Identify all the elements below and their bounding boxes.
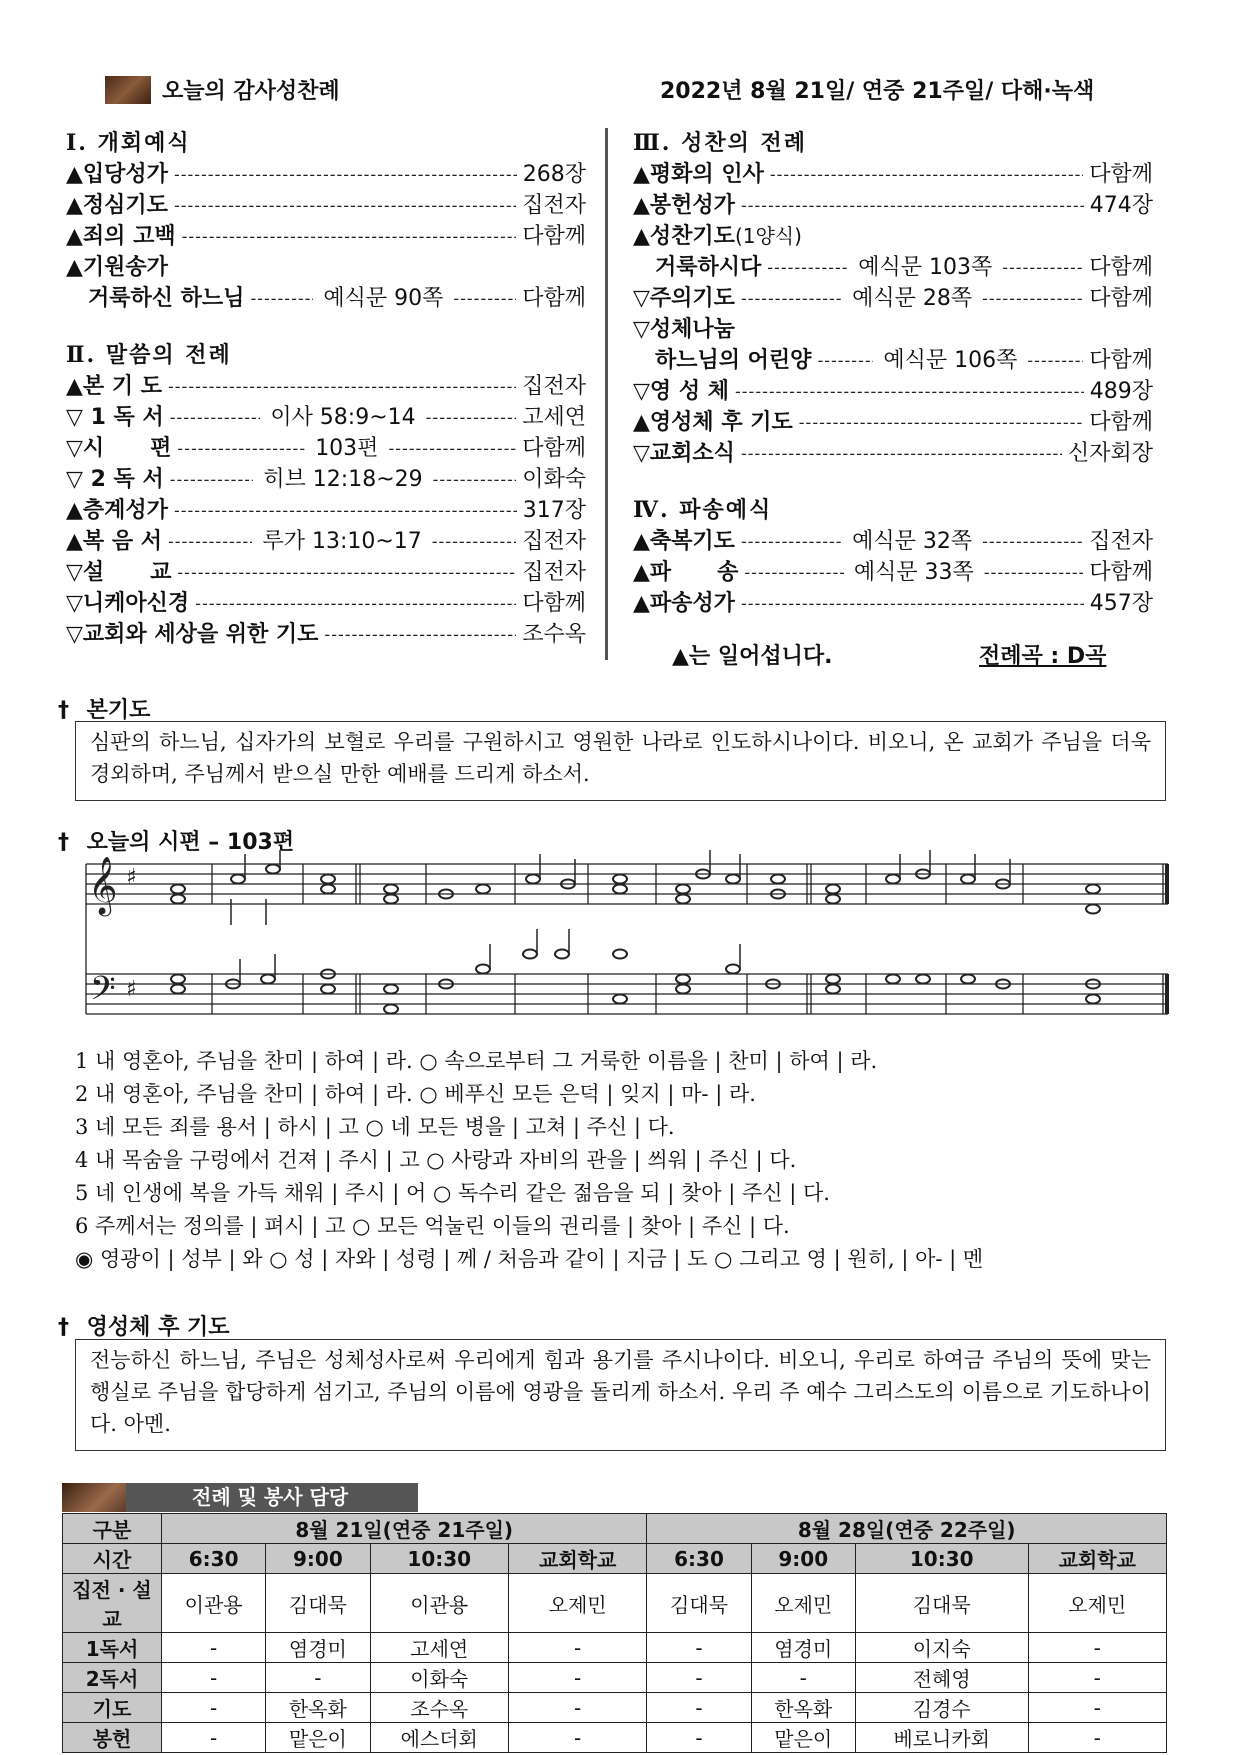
duty-cell: 염경미 [751,1633,855,1663]
order-item-label: 봉헌성가 [649,193,735,218]
psalm-verse: 2 내 영혼아, 주님을 찬미 | 하여 | 라. ○ 베푸신 모든 은덕 | 잊지 | 마- | 라. [75,1082,756,1106]
duty-cell: 이화숙 [370,1663,508,1693]
duty-cell: - [162,1693,266,1723]
duty-cell: 전혜영 [855,1663,1028,1693]
leader-dots [799,407,1083,438]
duty-cell: - [162,1723,266,1753]
order-mark: ▽ [66,436,83,461]
duty-title: 전례 및 봉사 담당 [192,1485,349,1509]
duty-cell: - [647,1633,751,1663]
svg-text:𝄞: 𝄞 [88,856,118,914]
duty-cell: 김대묵 [647,1574,751,1633]
duty-time-header: 9:00 [266,1544,370,1574]
order-mark: ▽ [633,317,650,342]
order-item-label: 평화의 인사 [649,162,764,187]
order-item [66,190,586,221]
order-item-label: 교회와 세상을 위한 기도 [82,622,319,647]
duty-time-header: 10:30 [855,1544,1028,1574]
order-item-label: 거룩하시다 [655,255,762,280]
duty-role: 기도 [63,1693,162,1723]
duty-cell: 맡은이 [266,1723,370,1753]
order-item-person: 신자회장 [1067,441,1153,466]
order-item-ref: 히브 12:18~29 [263,467,423,492]
psalm-gloria: ◉ 영광이 | 성부 | 와 ○ 성 | 자와 | 성령 | 께 / 처음과 같이 | 지금 | 도 ○ 그리고 영 | 원히, | 아- | 멘 [75,1247,984,1271]
svg-text:♯: ♯ [126,977,137,1002]
order-item-label: 영 성 체 [649,379,729,404]
leader-dots [741,526,842,557]
order-mark: ▽ [66,467,83,492]
order-item-person: 다함께 [522,591,586,616]
leader-dots [170,402,261,433]
order-item-ref: 예식문 90쪽 [323,286,444,311]
order-item-label: 죄의 고백 [82,224,176,249]
leader-dots [741,438,1062,469]
section-heading: Ⅲ. 성찬의 전례 [633,130,808,156]
order-item [633,345,1153,376]
order-item-person: 다함께 [522,436,586,461]
order-item [66,619,586,650]
tune-note: 전례곡 : D곡 [979,644,1107,669]
spacer [633,469,1153,495]
duty-cell: 김경수 [855,1693,1028,1723]
order-mark: ▲ [633,162,650,187]
order-item [633,526,1153,557]
duty-table [62,1513,1167,1753]
leader-dots [432,526,516,557]
duty-cell: - [508,1663,646,1693]
leader-dots [426,402,517,433]
leader-dots [741,588,1084,619]
order-item-ref: 예식문 106쪽 [883,348,1018,373]
cross-icon: † [58,1315,69,1340]
section-heading: Ⅳ. 파송예식 [633,497,773,523]
svg-text:𝄢: 𝄢 [90,970,116,1016]
order-item-label: 영성체 후 기도 [649,410,793,435]
leader-dots [170,464,254,495]
order-item [633,376,1153,407]
order-item [66,495,586,526]
psalm-verse: 6 주께서는 정의를 | 펴시 | 고 ○ 모든 억눌린 이들의 권리를 | 찾아 | 주신 | 다. [75,1214,790,1238]
duty-cell: - [162,1663,266,1693]
order-item [66,433,586,464]
duty-cell: - [162,1633,266,1663]
duty-cell: 염경미 [266,1633,370,1663]
duty-role: 2독서 [63,1663,162,1693]
leader-dots [767,252,848,283]
duty-cell: 이관용 [162,1574,266,1633]
duty-week-header: 8월 28일(연중 22주일) [647,1514,1167,1544]
order-mark: ▽ [66,591,83,616]
order-item [66,557,586,588]
order-item [633,588,1153,619]
duty-cell: 에스더회 [370,1723,508,1753]
order-mark: ▲ [633,193,650,218]
duty-role: 집전 · 설교 [63,1574,162,1633]
order-item-person: 다함께 [522,286,587,311]
leader-dots [324,619,516,650]
order-item-label: 니케아신경 [82,591,190,616]
order-item-label: 주의기도 [649,286,735,311]
leader-dots [735,376,1084,407]
order-item-ref: 예식문 103쪽 [858,255,993,280]
duty-cell: 조수옥 [370,1693,508,1723]
duty-header-row [63,1514,1167,1544]
leader-dots [1027,345,1083,376]
order-right-column [633,128,1153,619]
psalm-title: 오늘의 시편 – 103편 [86,830,295,855]
header-church-photo [105,76,151,104]
duty-cell: - [266,1663,370,1693]
duty-time-header: 교회학교 [1028,1544,1167,1574]
psalm-verse: 4 내 목숨을 구렁에서 건져 | 주시 | 고 ○ 사랑과 자비의 관을 | 씌워 | 주신 | 다. [75,1148,797,1172]
spacer [66,314,586,340]
order-item-ref: 103편 [315,436,379,461]
duty-cell: 한옥화 [751,1693,855,1723]
order-item [66,588,586,619]
order-mark: ▽ [633,286,650,311]
duty-cell: 김대묵 [266,1574,370,1633]
leader-dots [174,495,517,526]
order-item [633,283,1153,314]
order-item-person: 이화숙 [522,467,586,492]
order-item-person: 집전자 [522,374,586,399]
order-item [633,221,1153,252]
order-item-person: 457장 [1089,591,1153,616]
liturgy-title: 오늘의 감사성찬례 [162,79,340,104]
leader-dots [177,433,305,464]
duty-cell: - [647,1663,751,1693]
order-item-ref: 루가 13:10~17 [262,529,422,554]
order-item [66,159,586,190]
date-line: 2022년 8월 21일/ 연중 21주일/ 다해·녹색 [660,79,1095,104]
duty-time-label: 시간 [63,1544,162,1574]
duty-cell: 오제민 [1028,1574,1167,1633]
duty-cell: - [1028,1663,1167,1693]
order-item-ref: 이사 58:9~14 [270,405,416,430]
order-mark: ▲ [633,560,650,585]
order-item-person: 317장 [522,498,586,523]
psalm-verse: 1 내 영혼아, 주님을 찬미 | 하여 | 라. ○ 속으로부터 그 거룩한 이름을 | 찬미 | 하여 | 라. [75,1049,878,1073]
duty-cell: - [647,1723,751,1753]
duty-cell: 이관용 [370,1574,508,1633]
section-heading: Ⅰ. 개회예식 [66,130,191,156]
leader-dots [250,283,313,314]
duty-cell: 고세연 [370,1633,508,1663]
leader-dots [182,221,517,252]
order-item [66,221,586,252]
duty-cell: - [1028,1633,1167,1663]
order-item-label: 기원송가 [82,255,168,280]
leader-dots [388,433,516,464]
leader-dots [174,159,517,190]
order-item [66,283,586,314]
duty-cell: - [1028,1693,1167,1723]
order-item-label: 층계성가 [82,498,168,523]
order-mark: ▽ [66,560,83,585]
order-item [66,371,586,402]
order-item-label: 교회소식 [649,441,735,466]
order-item-label: 복 음 서 [82,529,162,554]
duty-row [63,1723,1167,1753]
duty-cell: - [1028,1723,1167,1753]
duty-time-row [63,1544,1167,1574]
order-mark: ▲ [633,224,650,249]
order-item-label: 성체나눔 [649,317,735,342]
duty-time-header: 교회학교 [508,1544,646,1574]
order-item-person: 집전자 [1089,529,1154,554]
section-heading: Ⅱ. 말씀의 전례 [66,342,232,368]
order-item-label: 본 기 도 [82,374,162,399]
duty-row [63,1693,1167,1723]
order-item-person: 집전자 [522,193,586,218]
duty-time-header: 6:30 [647,1544,751,1574]
order-mark: ▲ [66,224,83,249]
order-item-person: 집전자 [522,529,586,554]
order-mark: ▲ [633,410,650,435]
order-item-label: 2 독 서 [82,467,164,492]
duty-cell: - [508,1633,646,1663]
order-item [66,252,586,283]
leader-dots [770,159,1083,190]
order-item-person: 268장 [522,162,586,187]
order-item-person: 다함께 [1089,560,1153,585]
duty-role: 1독서 [63,1633,162,1663]
order-mark: ▽ [66,622,83,647]
duty-row [63,1663,1167,1693]
order-item-person: 다함께 [1089,255,1153,280]
duty-row [63,1633,1167,1663]
order-item-label: 성찬기도 [649,224,735,249]
order-item-extra: (1양식) [734,224,802,248]
duty-cell: - [751,1663,855,1693]
duty-cell: 김대묵 [855,1574,1028,1633]
collect-text: 심판의 하느님, 십자가의 보혈로 우리를 구원하시고 영원한 나라로 인도하시나이다. 비오니, 온 교회가 주님을 더욱 경외하며, 주님께서 받으실 만한 예배를 드리게 하소서. [75,721,1166,801]
order-mark: ▲ [633,591,650,616]
leader-dots [741,190,1084,221]
duty-cell: - [508,1693,646,1723]
leader-dots [174,190,516,221]
psalm-chant-score [78,850,1178,1050]
order-item-label: 하느님의 어린양 [655,348,812,373]
leader-dots [982,526,1083,557]
order-item-person: 다함께 [1089,348,1154,373]
leader-dots [453,283,516,314]
column-divider [605,128,608,660]
order-mark: ▲ [66,498,83,523]
duty-time-header: 9:00 [751,1544,855,1574]
leader-dots [1002,252,1083,283]
leader-dots [177,557,516,588]
order-item-ref: 예식문 32쪽 [852,529,973,554]
duty-time-header: 6:30 [162,1544,266,1574]
postcommunion-text: 전능하신 하느님, 주님은 성체성사로써 우리에게 힘과 용기를 주시나이다. 비오니, 우리로 하여금 주님의 뜻에 맞는 행실로 주님을 합당하게 섬기고, 주님의 이름에 영광을 돌리게 하소서. 우리 주 예수 그리스도의 이름으로 기도하나이다. 아멘. [75,1339,1166,1451]
order-mark: ▽ [633,379,650,404]
cross-icon: † [58,698,69,723]
duty-cell: 오제민 [751,1574,855,1633]
psalm-verse: 5 네 인생에 복을 가득 채워 | 주시 | 어 ○ 독수리 같은 젊음을 되 | 찾아 | 주신 | 다. [75,1181,830,1205]
duty-cell: 한옥화 [266,1693,370,1723]
order-mark: ▲ [66,193,83,218]
order-mark: ▲ [633,529,650,554]
order-mark: ▲ [66,529,83,554]
leader-dots [984,557,1083,588]
duty-cell: - [647,1693,751,1723]
order-item-label: 축복기도 [649,529,735,554]
psalm-verse: 3 네 모든 죄를 용서 | 하시 | 고 ○ 네 모든 병을 | 고쳐 | 주신 | 다. [75,1115,675,1139]
order-item-person: 다함께 [1089,410,1153,435]
leader-dots [744,557,843,588]
duty-cell: 베로니카회 [855,1723,1028,1753]
leader-dots [195,588,516,619]
order-item [633,557,1153,588]
leader-dots [741,283,842,314]
duty-cell: 이지숙 [855,1633,1028,1663]
order-left-column [66,128,586,650]
leader-dots [168,526,252,557]
order-item-ref: 예식문 28쪽 [852,286,973,311]
order-item-label: 파 송 [649,560,739,585]
order-item-label: 시 편 [82,436,172,461]
order-mark: ▽ [633,441,650,466]
duty-photo [62,1483,126,1512]
postcommunion-title: 영성체 후 기도 [86,1315,230,1340]
order-item-label: 1 독 서 [82,405,164,430]
order-item-person: 474장 [1089,193,1153,218]
order-item [633,314,1153,345]
order-mark: ▲ [66,162,83,187]
duty-role: 봉헌 [63,1723,162,1753]
order-item-person: 조수옥 [522,622,586,647]
order-item [633,252,1153,283]
stand-note: ▲는 일어섭니다. [672,644,833,669]
order-item-person: 집전자 [522,560,586,585]
duty-col-label: 구분 [63,1514,162,1544]
order-mark: ▲ [66,255,83,280]
cross-icon: † [58,830,69,855]
order-item-person: 고세연 [522,405,587,430]
order-item-ref: 예식문 33쪽 [853,560,974,585]
order-mark: ▽ [66,405,83,430]
duty-row [63,1574,1167,1633]
leader-dots [817,345,873,376]
order-item-label: 설 교 [82,560,172,585]
duty-time-header: 10:30 [370,1544,508,1574]
order-item-label: 거룩하신 하느님 [88,286,245,311]
leader-dots [433,464,517,495]
order-item [633,190,1153,221]
order-item [633,438,1153,469]
leader-dots [168,371,516,402]
svg-text:♯: ♯ [126,865,137,890]
order-item-person: 다함께 [1089,162,1153,187]
leader-dots [982,283,1083,314]
order-item [66,464,586,495]
duty-cell: 오제민 [508,1574,646,1633]
order-item [66,526,586,557]
duty-cell: 맡은이 [751,1723,855,1753]
order-item-label: 파송성가 [649,591,735,616]
duty-cell: - [508,1723,646,1753]
order-item-person: 다함께 [522,224,586,249]
order-item-label: 입당성가 [82,162,168,187]
order-item [633,407,1153,438]
collect-title: 본기도 [86,698,151,723]
order-item [66,402,586,433]
order-item [633,159,1153,190]
order-item-label: 정심기도 [82,193,168,218]
order-item-person: 다함께 [1089,286,1154,311]
order-mark: ▲ [66,374,83,399]
duty-week-header: 8월 21일(연중 21주일) [162,1514,647,1544]
order-item-person: 489장 [1089,379,1153,404]
